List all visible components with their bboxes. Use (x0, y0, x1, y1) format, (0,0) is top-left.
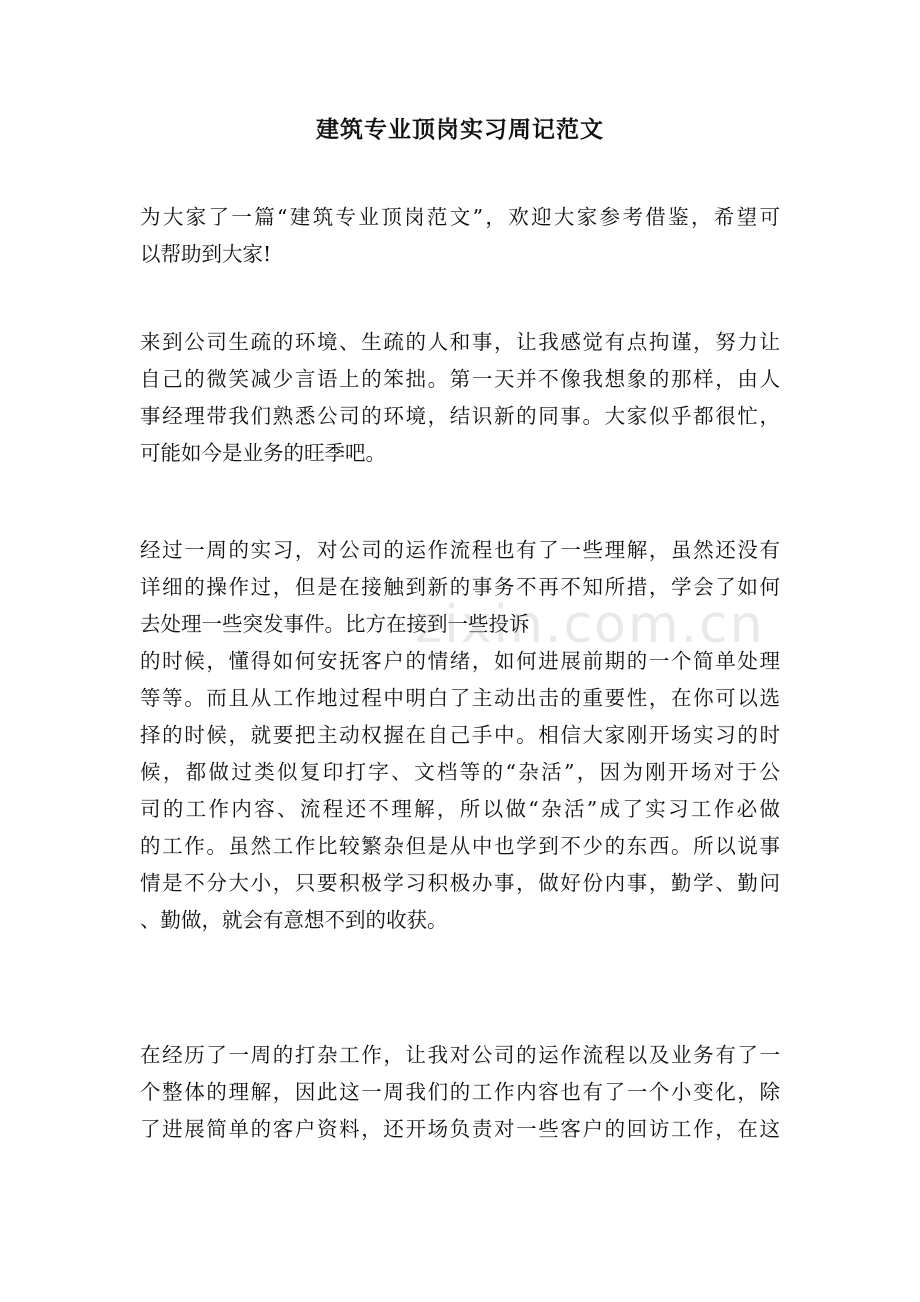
paragraph-line: 可能如今是业务的旺季吧。 (140, 441, 386, 465)
paragraph-line: 来到公司生疏的环境、生疏的人和事，让我感觉有点拘谨，努力让 (140, 330, 780, 354)
paragraph-line: 候，都做过类似复印打字、文档等的“杂活”，因为刚开场对于公 (140, 760, 780, 784)
paragraph-second-week (140, 1037, 780, 1148)
paragraph-line: 个整体的理解，因此这一周我们的工作内容也有了一个小变化，除 (140, 1080, 780, 1104)
paragraph-line: 为大家了一篇“建筑专业顶岗范文”，欢迎大家参考借鉴，希望可 (140, 205, 780, 229)
paragraph-intro (140, 199, 780, 273)
paragraph-line: 的时候，懂得如何安抚客户的情绪，如何进展前期的一个简单处理 (140, 649, 780, 673)
paragraph-line: 详细的操作过，但是在接触到新的事务不再不知所措，学会了如何 (140, 575, 780, 599)
paragraph-line: 等等。而且从工作地过程中明白了主动出击的重要性，在你可以选 (140, 686, 780, 710)
paragraph-line: 以帮助到大家! (140, 242, 272, 266)
paragraph-line: 去处理一些突发事件。比方在接到一些投诉 (140, 612, 530, 636)
paragraph-line: 事经理带我们熟悉公司的环境，结识新的同事。大家似乎都很忙， (140, 404, 780, 428)
paragraph-line: 、勤做，就会有意想不到的收获。 (140, 908, 448, 932)
watermark: zixin.com.cn (415, 595, 765, 655)
paragraph-line: 择的时候，就要把主动权握在自己手中。相信大家刚开场实习的时 (140, 723, 780, 747)
paragraph-line: 司的工作内容、流程还不理解，所以做“杂活”成了实习工作必做 (140, 797, 780, 821)
document-title: 建筑专业顶岗实习周记范文 (316, 116, 604, 143)
paragraph-line: 的工作。虽然工作比较繁杂但是从中也学到不少的东西。所以说事 (140, 834, 780, 858)
paragraph-line: 在经历了一周的打杂工作，让我对公司的运作流程以及业务有了一 (140, 1043, 780, 1067)
paragraph-line: 情是不分大小，只要积极学习积极办事，做好份内事，勤学、勤问 (140, 871, 780, 895)
paragraph-first-day (140, 324, 780, 472)
paragraph-line: 经过一周的实习，对公司的运作流程也有了一些理解，虽然还没有 (140, 538, 780, 562)
paragraph-line: 自己的微笑减少言语上的笨拙。第一天并不像我想象的那样，由人 (140, 367, 780, 391)
paragraph-line: 了进展简单的客户资料，还开场负责对一些客户的回访工作，在这 (140, 1117, 780, 1141)
paragraph-first-week (140, 532, 780, 939)
